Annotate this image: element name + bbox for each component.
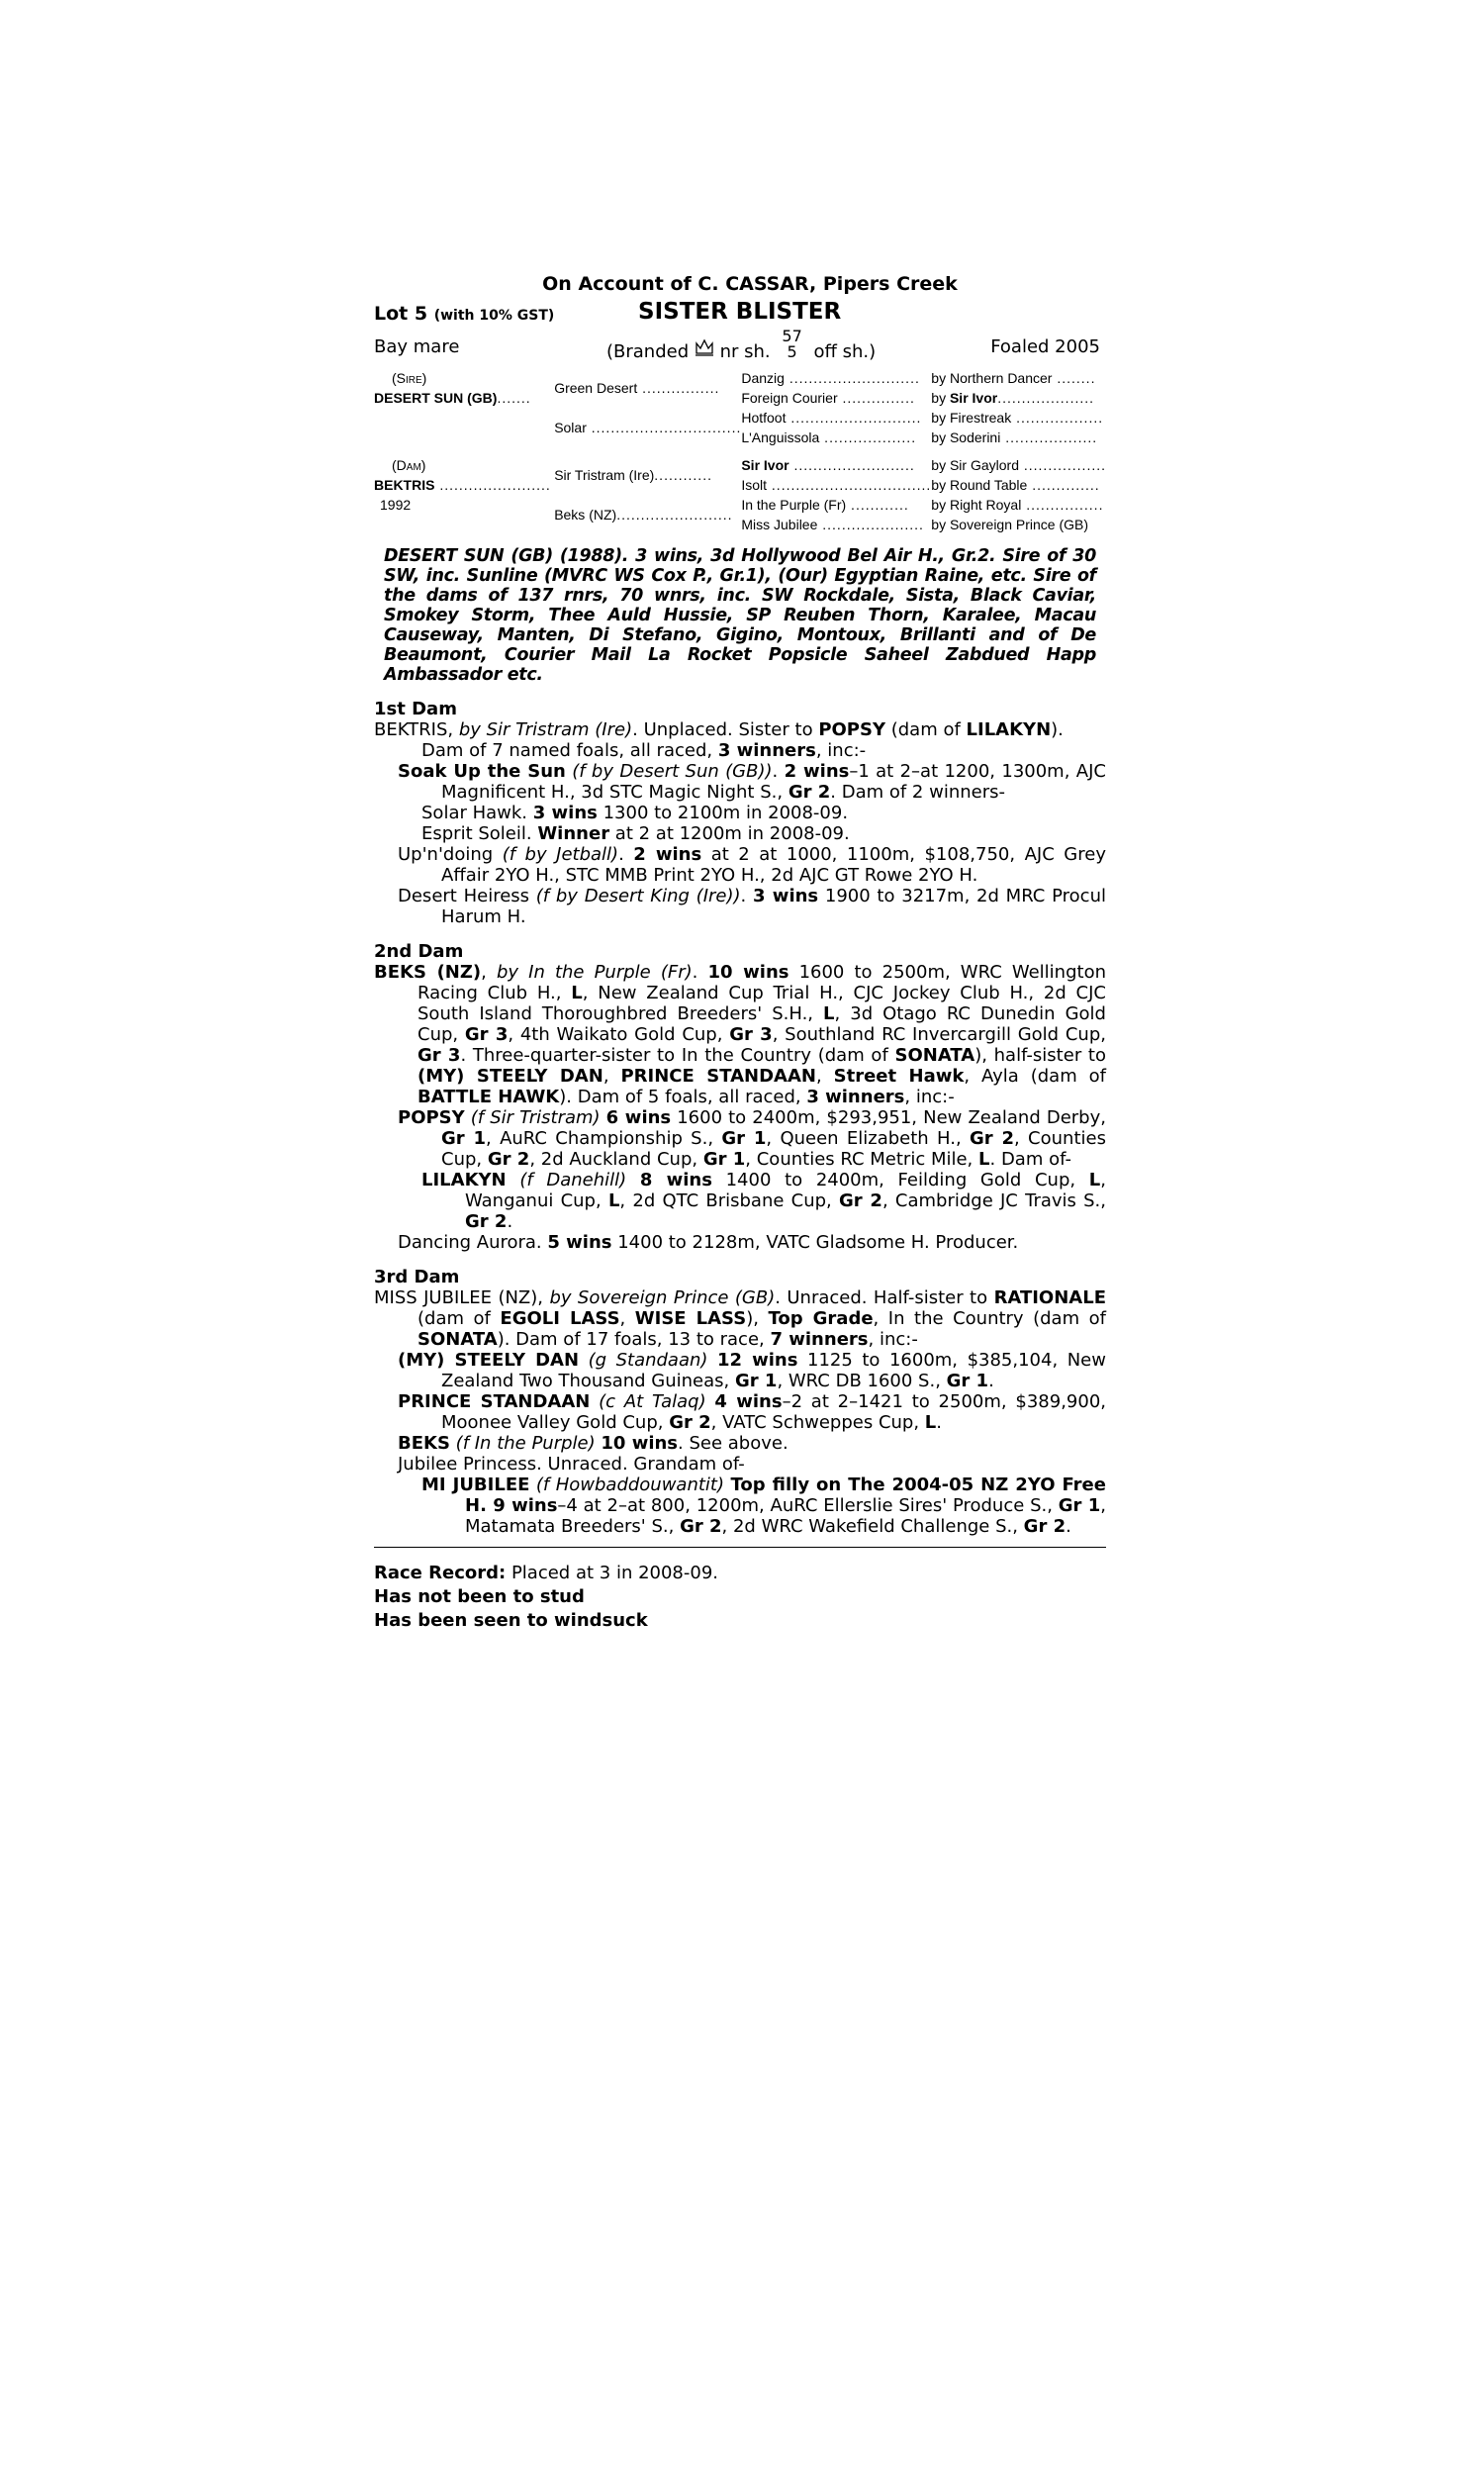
brand-near: nr sh. bbox=[719, 341, 771, 362]
pedigree-g2-4: Beks (NZ)........................ bbox=[554, 507, 733, 523]
produce-lilakyn: LILAKYN (f Danehill) 8 wins 1400 to 2400m, Feilding Gold Cup, L, Wanganui Cup, L, 2d QTC Brisbane Cup, Gr 2, Cambridge JC Travis S., Gr 2. bbox=[421, 1170, 1107, 1232]
sire-label: (Sire) bbox=[392, 370, 427, 386]
third-dam-heading: 3rd Dam bbox=[374, 1267, 460, 1287]
footer bbox=[374, 1562, 1106, 1633]
second-dam-heading: 2nd Dam bbox=[374, 941, 464, 962]
pedigree-g3-6: Isolt ................................. bbox=[741, 477, 932, 493]
pedigree-g4-5: by Sir Gaylord ................. bbox=[931, 457, 1106, 473]
produce-esprit-soleil: Esprit Soleil. Winner at 2 at 1200m in 2008-09. bbox=[421, 823, 850, 844]
produce-desert-heiress: Desert Heiress (f by Desert King (Ire)). 3 wins 1900 to 3217m, 2d MRC Procul Harum H. bbox=[398, 886, 1106, 927]
pedigree-table bbox=[374, 368, 1106, 534]
first-dam-entry: BEKTRIS, by Sir Tristram (Ire). Unplaced. Sister to POPSY (dam of LILAKYN). bbox=[374, 719, 1064, 740]
windsuck-note: Has been seen to windsuck bbox=[374, 1610, 648, 1631]
dam-name: BEKTRIS ....................... bbox=[374, 477, 551, 493]
first-dam-produce: Dam of 7 named foals, all raced, 3 winners, inc:- bbox=[421, 740, 867, 761]
pedigree-g3-1: Danzig ........................... bbox=[741, 370, 920, 386]
brand-den: 5 bbox=[787, 342, 797, 361]
dam-year: 1992 bbox=[380, 497, 412, 513]
pedigree-g4-8: by Sovereign Prince (GB) bbox=[931, 517, 1089, 532]
catalogue-page bbox=[374, 273, 1106, 1633]
pedigree-g3-8: Miss Jubilee ..................... bbox=[741, 517, 924, 532]
lot-number bbox=[374, 303, 554, 325]
brand-fraction bbox=[782, 329, 801, 360]
lot-label: Lot 5 bbox=[374, 303, 428, 325]
gst-note: (with 10% GST) bbox=[433, 308, 555, 324]
pedigree-g3-7: In the Purple (Fr) ............ bbox=[741, 497, 909, 513]
produce-mi-jubilee: MI JUBILEE (f Howbaddouwantit) Top filly on The 2004-05 NZ 2YO Free H. 9 wins–4 at 2–at 800, 1200m, AuRC Ellerslie Sires' Produce S., Gr 1, Matamata Breeders' S., Gr 2, 2d WRC Wakefield Challenge S., Gr 2. bbox=[421, 1475, 1106, 1537]
horse-description: Bay mare bbox=[374, 336, 460, 357]
pedigree-g2-2: Solar ............................... bbox=[554, 420, 742, 435]
pedigree-g4-2: by Sir Ivor.................... bbox=[931, 390, 1095, 406]
vendor-line: On Account of C. CASSAR, Pipers Creek bbox=[542, 273, 958, 295]
second-dam-entry: BEKS (NZ), by In the Purple (Fr). 10 wins 1600 to 2500m, WRC Wellington Racing Club H., L, New Zealand Cup Trial H., CJC Jockey Club H., 2d CJC South Island Thoroughbred Breeders' S.H., L, 3d Otago RC Dunedin Gold Cup, Gr 3, 4th Waikato Gold Cup, Gr 3, Southland RC Invercargill Gold Cup, Gr 3. Three-quarter-sister to In the Country (dam of SONATA), half-sister to (MY) STEELY DAN, PRINCE STANDAAN, Street Hawk, Ayla (dam of BATTLE HAWK). Dam of 5 foals, all raced, 3 winners, inc:- bbox=[374, 962, 1107, 1107]
third-dam-entry: MISS JUBILEE (NZ), by Sovereign Prince (GB). Unraced. Half-sister to RATIONALE (dam of EGOLI LASS, WISE LASS), Top Grade, In the Country (dam of SONATA). Dam of 17 foals, 13 to race, 7 winners, inc:- bbox=[374, 1287, 1106, 1350]
crown-brand-icon bbox=[695, 339, 714, 357]
produce-upndoing: Up'n'doing (f by Jetball). 2 wins at 2 at 1000, 1100m, $108,750, AJC Grey Affair 2YO H., STC MMB Print 2YO H., 2d AJC GT Rowe 2YO H. bbox=[398, 844, 1106, 886]
description-row bbox=[374, 329, 1106, 366]
produce-soak-up-the-sun: Soak Up the Sun (f by Desert Sun (GB)). 2 wins–1 at 2–at 1200, 1300m, AJC Magnificent H., 3d STC Magic Night S., Gr 2. Dam of 2 winners- bbox=[398, 761, 1106, 803]
pedigree-g3-2: Foreign Courier ............... bbox=[741, 390, 915, 406]
race-record bbox=[374, 1562, 1106, 1585]
pedigree-g3-3: Hotfoot ........................... bbox=[741, 410, 922, 426]
pedigree-g3-4: L'Anguissola ................... bbox=[741, 429, 917, 445]
produce-popsy: POPSY (f Sir Tristram) 6 wins 1600 to 2400m, $293,951, New Zealand Derby, Gr 1, AuRC Championship S., Gr 1, Queen Elizabeth H., Gr 2, Counties Cup, Gr 2, 2d Auckland Cup, Gr 1, Counties RC Metric Mile, L. Dam of- bbox=[398, 1107, 1106, 1170]
sire-summary: DESERT SUN (GB) (1988). 3 wins, 3d Hollywood Bel Air H., Gr.2. Sire of 30 SW, inc. Sunline (MVRC WS Cox P., Gr.1), (Our) Egyptian Raine, etc. Sire of the dams of 137 rnrs, 70 wnrs, inc. SW Rockdale, Sista, Black Caviar, Smokey Storm, Thee Auld Hussie, SP Reuben Thorn, Karalee, Macau Causeway, Manten, Di Stefano, Gigino, Montoux, Brillanti and of De Beaumont, Courier Mail La Rocket Popsicle Saheel Zabdued Happ Ambassador etc. bbox=[384, 546, 1096, 685]
lot-row bbox=[374, 299, 1106, 329]
pedigree-g4-6: by Round Table .............. bbox=[931, 477, 1100, 493]
brand-num: 57 bbox=[782, 327, 802, 345]
produce-jubilee-princess: Jubilee Princess. Unraced. Grandam of- bbox=[398, 1454, 745, 1475]
stud-status: Has not been to stud bbox=[374, 1586, 585, 1607]
pedigree-g2-3: Sir Tristram (Ire)............ bbox=[554, 467, 712, 483]
sire-name: DESERT SUN (GB)....... bbox=[374, 390, 531, 406]
horse-name: SISTER BLISTER bbox=[638, 299, 842, 325]
brand-info bbox=[606, 327, 877, 368]
pedigree-body bbox=[374, 699, 1106, 1537]
produce-dancing-aurora: Dancing Aurora. 5 wins 1400 to 2128m, VATC Gladsome H. Producer. bbox=[398, 1232, 1019, 1253]
pedigree-g4-4: by Soderini ................... bbox=[931, 429, 1098, 445]
produce-solar-hawk: Solar Hawk. 3 wins 1300 to 2100m in 2008-09. bbox=[421, 803, 849, 823]
race-record-label: Race Record: bbox=[374, 1563, 507, 1583]
pedigree-g4-3: by Firestreak .................. bbox=[931, 410, 1104, 426]
foaled-year: Foaled 2005 bbox=[990, 336, 1100, 357]
brand-open: (Branded bbox=[606, 341, 690, 362]
produce-prince-standaan: PRINCE STANDAAN (c At Talaq) 4 wins–2 at 2–1421 to 2500m, $389,900, Moonee Valley Gold Cup, Gr 2, VATC Schweppes Cup, L. bbox=[398, 1391, 1107, 1433]
pedigree-g2-1: Green Desert ................ bbox=[554, 380, 720, 396]
first-dam-heading: 1st Dam bbox=[374, 699, 457, 719]
divider bbox=[374, 1547, 1106, 1548]
produce-beks: BEKS (f In the Purple) 10 wins. See above. bbox=[398, 1433, 788, 1454]
dam-label: (Dam) bbox=[392, 457, 426, 473]
pedigree-g3-5: Sir Ivor ......................... bbox=[741, 457, 915, 473]
race-record-value: Placed at 3 in 2008-09. bbox=[510, 1563, 719, 1583]
pedigree-g4-1: by Northern Dancer ........ bbox=[931, 370, 1096, 386]
pedigree-g4-7: by Right Royal ................ bbox=[931, 497, 1104, 513]
brand-off: off sh.) bbox=[813, 341, 877, 362]
produce-steely-dan: (MY) STEELY DAN (g Standaan) 12 wins 1125 to 1600m, $385,104, New Zealand Two Thousand Guineas, Gr 1, WRC DB 1600 S., Gr 1. bbox=[398, 1350, 1106, 1391]
